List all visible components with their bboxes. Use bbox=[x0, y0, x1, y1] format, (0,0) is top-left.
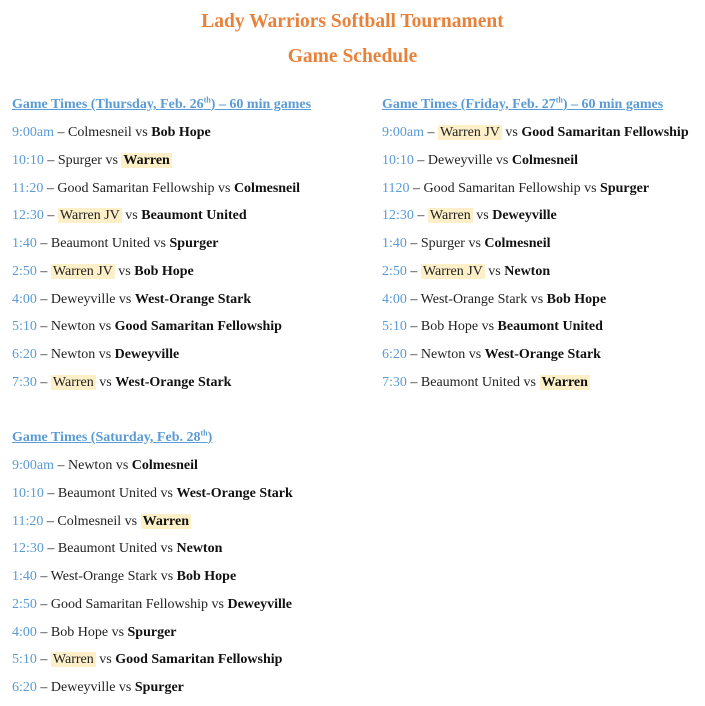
away-team: West-Orange Stark bbox=[134, 291, 252, 307]
game-time: 7:30 bbox=[382, 374, 407, 390]
versus-label: vs bbox=[114, 263, 135, 279]
home-team: West-Orange Stark bbox=[420, 291, 528, 307]
versus-label: vs bbox=[121, 513, 141, 529]
home-team: Warren bbox=[52, 374, 94, 390]
versus-label: vs bbox=[112, 458, 132, 473]
dash-separator: – bbox=[36, 596, 51, 612]
heading-text-end: ) – 60 min games bbox=[210, 97, 312, 112]
home-team: Spurger bbox=[420, 236, 465, 251]
away-team: Deweyville bbox=[114, 347, 180, 362]
friday-schedule bbox=[382, 95, 689, 401]
game-time: 5:10 bbox=[12, 319, 37, 335]
home-team: Bob Hope bbox=[50, 624, 109, 640]
game-row bbox=[12, 290, 311, 318]
away-team: Spurger bbox=[134, 680, 184, 695]
dash-separator: – bbox=[43, 152, 58, 168]
versus-label: vs bbox=[208, 596, 228, 612]
home-team: Colmesneil bbox=[68, 125, 132, 140]
away-team: Bob Hope bbox=[134, 263, 194, 279]
versus-label: vs bbox=[214, 180, 234, 196]
home-team: Warren bbox=[429, 208, 471, 224]
away-team: Good Samaritan Fellowship bbox=[114, 319, 282, 335]
game-row bbox=[382, 262, 689, 290]
page-title: Lady Warriors Softball Tournament bbox=[201, 11, 504, 32]
home-team: Newton bbox=[420, 347, 466, 362]
away-team: West-Orange Stark bbox=[176, 485, 293, 501]
home-team: Beaumont United bbox=[50, 236, 151, 251]
game-row bbox=[12, 650, 293, 678]
heading-text-end: ) bbox=[207, 430, 213, 445]
dash-separator: – bbox=[43, 485, 58, 501]
away-team: Spurger bbox=[169, 236, 219, 251]
home-team: Beaumont United bbox=[57, 485, 158, 501]
away-team: Bob Hope bbox=[546, 291, 607, 307]
away-team: Warren bbox=[142, 513, 190, 529]
game-time: 5:10 bbox=[12, 652, 37, 668]
thursday-games bbox=[12, 123, 311, 401]
game-row bbox=[382, 290, 689, 318]
dash-separator: – bbox=[406, 374, 421, 390]
away-team: Bob Hope bbox=[176, 569, 237, 584]
away-team: Colmesneil bbox=[484, 236, 551, 251]
away-team: Warren bbox=[123, 152, 170, 168]
away-team: Deweyville bbox=[227, 596, 292, 612]
game-time: 1:40 bbox=[12, 236, 37, 251]
game-time: 4:00 bbox=[12, 291, 37, 307]
game-time: 2:50 bbox=[12, 263, 37, 279]
dash-separator: – bbox=[424, 125, 438, 140]
home-team: Bob Hope bbox=[420, 319, 479, 335]
game-row bbox=[382, 151, 689, 179]
game-time: 6:20 bbox=[382, 347, 407, 362]
game-time: 10:10 bbox=[382, 152, 414, 168]
dash-separator: – bbox=[406, 263, 421, 279]
versus-label: vs bbox=[95, 652, 116, 668]
game-time: 11:20 bbox=[12, 513, 44, 529]
versus-label: vs bbox=[465, 347, 485, 362]
home-team: Newton bbox=[50, 347, 96, 362]
dash-separator: – bbox=[36, 374, 51, 390]
home-team: Beaumont United bbox=[420, 374, 521, 390]
game-time: 4:00 bbox=[12, 624, 37, 640]
heading-text: Game Times (Thursday, Feb. 26 bbox=[12, 97, 204, 112]
game-time: 12:30 bbox=[12, 541, 44, 557]
saturday-games bbox=[12, 456, 293, 706]
game-row bbox=[382, 317, 689, 345]
heading-text: Game Times (Saturday, Feb. 28 bbox=[12, 430, 201, 445]
versus-label: vs bbox=[95, 374, 116, 390]
away-team: Colmesneil bbox=[233, 180, 301, 196]
dash-separator: – bbox=[36, 569, 51, 584]
home-team: Warren JV bbox=[440, 125, 500, 140]
home-team: Good Samaritan Fellowship bbox=[57, 180, 215, 196]
game-row bbox=[12, 595, 293, 623]
versus-label: vs bbox=[157, 485, 177, 501]
away-team: Spurger bbox=[600, 180, 650, 196]
dash-separator: – bbox=[54, 125, 68, 140]
game-row bbox=[12, 567, 293, 595]
saturday-heading[interactable] bbox=[12, 428, 293, 448]
dash-separator: – bbox=[406, 236, 421, 251]
dash-separator: – bbox=[413, 152, 428, 168]
heading-text: Game Times (Friday, Feb. 27 bbox=[382, 97, 556, 112]
heading-superscript: th bbox=[555, 95, 563, 105]
game-time: 1:40 bbox=[382, 236, 407, 251]
home-team: Newton bbox=[50, 319, 96, 335]
game-row bbox=[12, 151, 311, 179]
away-team: Newton bbox=[504, 263, 551, 279]
versus-label: vs bbox=[478, 319, 498, 335]
page-subtitle: Game Schedule bbox=[287, 46, 418, 67]
versus-label: vs bbox=[108, 624, 128, 640]
game-time: 2:50 bbox=[382, 263, 407, 279]
dash-separator: – bbox=[36, 263, 51, 279]
heading-superscript: th bbox=[203, 95, 211, 105]
saturday-schedule bbox=[12, 428, 293, 706]
home-team: Deweyville bbox=[50, 680, 116, 695]
dash-separator: – bbox=[36, 652, 51, 668]
game-row bbox=[12, 262, 311, 290]
dash-separator: – bbox=[43, 541, 58, 557]
game-time: 7:30 bbox=[12, 374, 37, 390]
game-time: 10:10 bbox=[12, 485, 44, 501]
versus-label: vs bbox=[501, 125, 522, 140]
away-team: Beaumont United bbox=[497, 319, 603, 335]
home-team: Warren bbox=[52, 652, 94, 668]
game-row bbox=[12, 456, 293, 484]
away-team: West-Orange Stark bbox=[115, 374, 232, 390]
game-time: 2:50 bbox=[12, 596, 37, 612]
versus-label: vs bbox=[580, 180, 601, 196]
game-row bbox=[12, 317, 311, 345]
home-team: Warren JV bbox=[422, 263, 483, 279]
dash-separator: – bbox=[36, 680, 51, 695]
home-team: West-Orange Stark bbox=[50, 569, 158, 584]
game-row bbox=[12, 623, 293, 651]
versus-label: vs bbox=[527, 291, 547, 307]
dash-separator: – bbox=[36, 624, 51, 640]
home-team: Warren JV bbox=[52, 263, 113, 279]
heading-superscript: th bbox=[200, 428, 208, 438]
game-time: 4:00 bbox=[382, 291, 407, 307]
versus-label: vs bbox=[95, 347, 115, 362]
dash-separator: – bbox=[36, 319, 51, 335]
game-row bbox=[12, 373, 311, 401]
away-team: Good Samaritan Fellowship bbox=[521, 125, 689, 140]
home-team: Deweyville bbox=[50, 291, 116, 307]
game-row bbox=[12, 123, 311, 151]
game-row bbox=[12, 345, 311, 373]
game-row bbox=[382, 234, 689, 262]
dash-separator: – bbox=[43, 180, 58, 196]
home-team: Colmesneil bbox=[57, 513, 122, 529]
dash-separator: – bbox=[43, 513, 58, 529]
away-team: Deweyville bbox=[492, 208, 557, 224]
away-team: Beaumont United bbox=[141, 208, 247, 224]
versus-label: vs bbox=[157, 541, 177, 557]
dash-separator: – bbox=[413, 208, 428, 224]
versus-label: vs bbox=[95, 319, 115, 335]
game-time: 9:00am bbox=[382, 125, 424, 140]
home-team: Beaumont United bbox=[57, 541, 158, 557]
dash-separator: – bbox=[36, 236, 51, 251]
game-time: 11:20 bbox=[12, 180, 44, 196]
game-row bbox=[382, 179, 689, 207]
game-time: 12:30 bbox=[12, 208, 44, 224]
versus-label: vs bbox=[121, 208, 142, 224]
home-team: Deweyville bbox=[427, 152, 493, 168]
away-team: Colmesneil bbox=[511, 152, 578, 168]
game-time: 12:30 bbox=[382, 208, 414, 224]
versus-label: vs bbox=[131, 125, 152, 140]
game-time: 1120 bbox=[382, 180, 410, 196]
versus-label: vs bbox=[150, 236, 170, 251]
game-row bbox=[12, 234, 311, 262]
game-row bbox=[382, 123, 689, 151]
game-time: 10:10 bbox=[12, 152, 44, 168]
game-row bbox=[12, 179, 311, 207]
home-team: Newton bbox=[68, 458, 113, 473]
game-time: 9:00am bbox=[12, 125, 54, 140]
home-team: Warren JV bbox=[59, 208, 120, 224]
home-team: Good Samaritan Fellowship bbox=[423, 180, 581, 196]
versus-label: vs bbox=[115, 680, 135, 695]
dash-separator: – bbox=[36, 347, 51, 362]
friday-heading[interactable] bbox=[382, 95, 689, 115]
away-team: Colmesneil bbox=[131, 458, 198, 473]
home-team: Spurger bbox=[57, 152, 102, 168]
dash-separator: – bbox=[54, 458, 68, 473]
dash-separator: – bbox=[409, 180, 424, 196]
game-time: 5:10 bbox=[382, 319, 407, 335]
game-row bbox=[12, 206, 311, 234]
away-team: Newton bbox=[176, 541, 223, 557]
versus-label: vs bbox=[101, 152, 122, 168]
game-time: 1:40 bbox=[12, 569, 37, 584]
thursday-heading[interactable] bbox=[12, 95, 311, 115]
dash-separator: – bbox=[36, 291, 51, 307]
dash-separator: – bbox=[43, 208, 58, 224]
versus-label: vs bbox=[115, 291, 135, 307]
game-row bbox=[382, 373, 689, 401]
friday-games bbox=[382, 123, 689, 401]
game-time: 6:20 bbox=[12, 680, 37, 695]
dash-separator: – bbox=[406, 347, 421, 362]
thursday-schedule bbox=[12, 95, 311, 401]
versus-label: vs bbox=[157, 569, 177, 584]
versus-label: vs bbox=[464, 236, 485, 251]
home-team: Good Samaritan Fellowship bbox=[50, 596, 208, 612]
versus-label: vs bbox=[520, 374, 540, 390]
game-row bbox=[12, 512, 293, 540]
game-row bbox=[12, 484, 293, 512]
dash-separator: – bbox=[406, 291, 421, 307]
versus-label: vs bbox=[484, 263, 505, 279]
away-team: Spurger bbox=[127, 624, 177, 640]
away-team: Good Samaritan Fellowship bbox=[115, 652, 283, 668]
game-time: 6:20 bbox=[12, 347, 37, 362]
game-row bbox=[12, 678, 293, 706]
game-row bbox=[382, 345, 689, 373]
heading-text-end: ) – 60 min games bbox=[562, 97, 664, 112]
dash-separator: – bbox=[406, 319, 421, 335]
away-team: West-Orange Stark bbox=[484, 347, 601, 362]
versus-label: vs bbox=[472, 208, 493, 224]
versus-label: vs bbox=[492, 152, 512, 168]
away-team: Warren bbox=[541, 374, 588, 390]
game-row bbox=[12, 539, 293, 567]
away-team: Bob Hope bbox=[151, 125, 211, 140]
game-time: 9:00am bbox=[12, 458, 54, 473]
game-row bbox=[382, 206, 689, 234]
